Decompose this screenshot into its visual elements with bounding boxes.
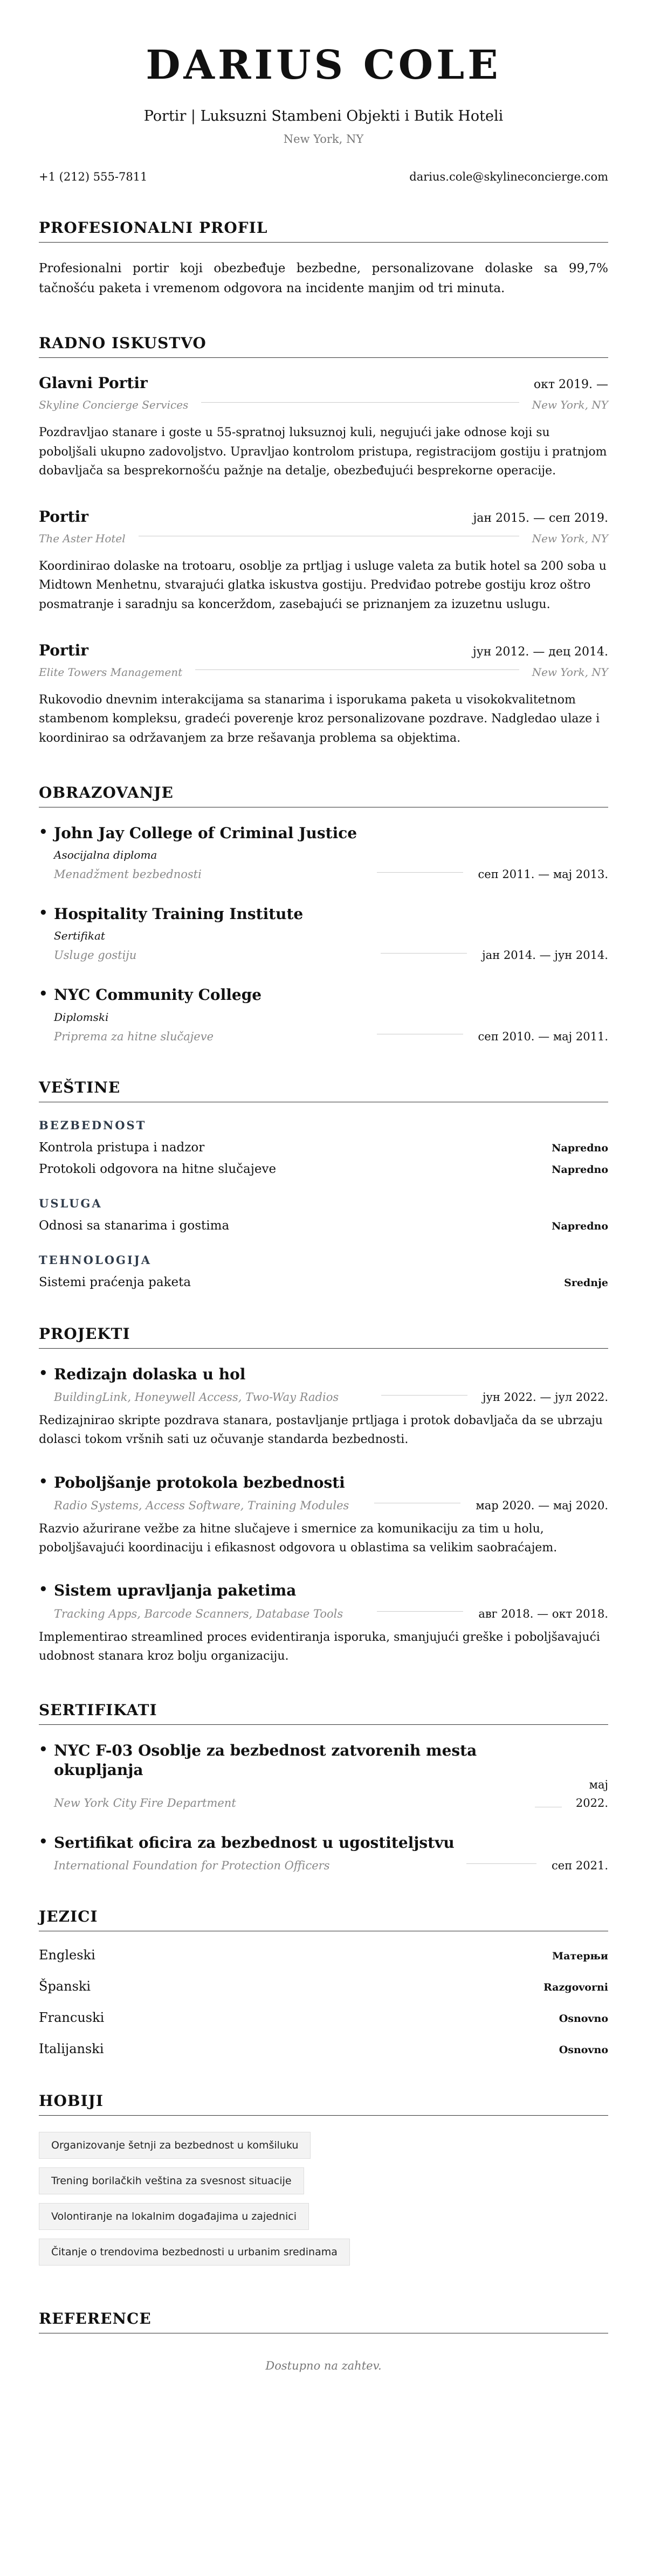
section-title: OBRAZOVANJE xyxy=(39,784,608,807)
project-tools: Tracking Apps, Barcode Scanners, Database Tools xyxy=(54,1607,343,1620)
certificate-issuer: International Foundation for Protection Officers xyxy=(54,1859,330,1873)
job-title: Portir xyxy=(39,507,89,526)
skill-row xyxy=(39,1275,608,1289)
skill-name: Protokoli odgovora na hitne slučajeve xyxy=(39,1162,277,1176)
job-location: New York, NY xyxy=(532,531,608,545)
job-location: New York, NY xyxy=(532,398,608,411)
education-entry xyxy=(39,904,608,962)
dotted-leader xyxy=(377,1611,463,1612)
bullet-icon: • xyxy=(39,986,48,1003)
skill-group xyxy=(39,1197,608,1233)
section-title: VEŠTINE xyxy=(39,1079,608,1102)
education-entry xyxy=(39,824,608,881)
hobby-tag: Čitanje o trendovima bezbednosti u urbanim sredinama xyxy=(39,2239,350,2266)
experience-section xyxy=(39,334,608,748)
certificate-name: NYC F-03 Osoblje za bezbednost zatvorenih mesta okupljanja xyxy=(54,1742,477,1779)
references-text: Dostupno na zahtev. xyxy=(265,2359,382,2373)
candidate-name: DARIUS COLE xyxy=(146,42,501,88)
project-description: Razvio ažurirane vežbe za hitne slučajeve i smernice za komunikaciju za tim u holu, poboljšavajući koordinaciju i efikasnost odgovora u oblastima sa velikim saobraćajem. xyxy=(39,1522,557,1555)
profile-section xyxy=(39,219,608,299)
language-name: Francuski xyxy=(39,2010,105,2026)
certificate-date: сеп 2021. xyxy=(552,1859,608,1873)
projects-section xyxy=(39,1325,608,1666)
project-tools: Radio Systems, Access Software, Training Modules xyxy=(54,1498,349,1512)
field-of-study: Priprema za hitne slučajeve xyxy=(54,1030,214,1043)
language-level: Osnovno xyxy=(559,2044,608,2056)
languages-section xyxy=(39,1908,608,2056)
bullet-icon: • xyxy=(39,1473,48,1490)
hobbies-section xyxy=(39,2092,608,2274)
skill-name: Odnosi sa stanarima i gostima xyxy=(39,1218,230,1233)
skill-row xyxy=(39,1141,608,1155)
language-name: Španski xyxy=(39,1979,91,1994)
certificates-section xyxy=(39,1701,608,1872)
skill-name: Kontrola pristupa i nadzor xyxy=(39,1140,205,1155)
job-title: Portir xyxy=(39,641,89,659)
school-name: John Jay College of Criminal Justice xyxy=(54,824,357,842)
section-title: HOBIJI xyxy=(39,2092,608,2116)
bullet-icon: • xyxy=(39,1833,48,1850)
certificate-entry xyxy=(39,1833,608,1872)
language-level: Razgovorni xyxy=(543,1981,608,1994)
job-entry xyxy=(39,641,608,748)
certificate-date xyxy=(575,1778,608,1810)
section-title: JEZICI xyxy=(39,1908,608,1931)
job-dates: окт 2019. — xyxy=(533,377,608,391)
job-company: Skyline Concierge Services xyxy=(39,398,189,411)
email: darius.cole@skylineconcierge.com xyxy=(409,170,608,184)
job-company: The Aster Hotel xyxy=(39,531,126,545)
job-entry xyxy=(39,508,608,614)
skill-level: Napredno xyxy=(552,1220,608,1232)
language-row xyxy=(39,2041,608,2056)
section-title: RADNO ISKUSTVO xyxy=(39,334,608,358)
bullet-icon: • xyxy=(39,1365,48,1382)
section-title: PROJEKTI xyxy=(39,1325,608,1349)
field-of-study: Usluge gostiju xyxy=(54,949,137,962)
job-dates: јан 2015. — сеп 2019. xyxy=(473,511,608,525)
language-level: Матерњи xyxy=(552,1950,608,1963)
contact-row xyxy=(39,170,608,183)
project-dates: јун 2022. — јул 2022. xyxy=(482,1391,608,1404)
skill-level: Srednje xyxy=(564,1276,608,1289)
section-title: SERTIFIKATI xyxy=(39,1701,608,1725)
skill-group xyxy=(39,1118,608,1176)
job-location: New York, NY xyxy=(532,665,608,679)
project-tools: BuildingLink, Honeywell Access, Two-Way Radios xyxy=(54,1391,339,1404)
job-entry xyxy=(39,374,608,481)
certificate-name: Sertifikat oficira za bezbednost u ugostiteljstvu xyxy=(54,1833,455,1852)
job-company: Elite Towers Management xyxy=(39,665,183,679)
hobby-tag: Trening borilačkih veština za svesnost situacije xyxy=(39,2167,304,2194)
education-section xyxy=(39,784,608,1043)
skill-category: BEZBEDNOST xyxy=(39,1118,147,1132)
references-section xyxy=(39,2310,608,2372)
job-description: Koordinirao dolaske na trotoaru, osoblje za prtljag i usluge valeta za butik hotel sa 200 soba u Midtown Menhetnu, stvarajući glatka iskustva gostiju. Predviđao potrebe gostiju kroz oštro posmatranje i saradnju sa koncerždom, zasebajući se priznanjem za izuzetnu uslugu. xyxy=(39,559,607,612)
dotted-leader xyxy=(377,872,463,873)
headline: Portir | Luksuzni Stambeni Objekti i Butik Hoteli xyxy=(143,108,504,125)
profile-text: Profesionalni portir koji obezbeđuje bezbedne, personalizovane dolaske sa 99,7% tačnošću paketa i vremenom odgovora na incidente manjim od tri minuta. xyxy=(39,261,608,296)
job-title: Glavni Portir xyxy=(39,374,148,392)
dotted-leader xyxy=(381,953,467,954)
hobby-tag: Volontiranje na lokalnim događajima u zajednici xyxy=(39,2203,309,2230)
job-dates: јун 2012. — дец 2014. xyxy=(472,645,608,659)
certificate-entry xyxy=(39,1741,608,1810)
phone: +1 (212) 555-7811 xyxy=(39,170,148,184)
project-entry xyxy=(39,1581,608,1620)
degree: Sertifikat xyxy=(54,929,105,943)
project-description: Redizajnirao skripte pozdrava stanara, postavljanje prtljaga i protok dobavljača da se ubrzaju dolasci tokom vršnih sati uz očuvanje standarda bezbednosti. xyxy=(39,1414,603,1447)
hobby-list xyxy=(39,2132,608,2274)
skill-level: Napredno xyxy=(552,1142,608,1154)
degree: Asocijalna diploma xyxy=(54,848,157,861)
school-name: NYC Community College xyxy=(54,986,262,1004)
skill-row xyxy=(39,1219,608,1233)
job-description: Pozdravljao stanare i goste u 55-spratnoj luksuznoj kuli, negujući jake odnose koji su poboljšali ukupno zadovoljstvo. Upravljao kontrolom pristupa, registracijom gostiju i pratnjom dobavljača sa besprekornošću pažnje na detalje, obezbeđujući besprekorne operacije. xyxy=(39,425,607,478)
skill-group xyxy=(39,1253,608,1289)
skill-level: Napredno xyxy=(552,1163,608,1176)
education-dates: јан 2014. — јун 2014. xyxy=(482,949,608,962)
language-level: Osnovno xyxy=(559,2013,608,2025)
certificate-issuer: New York City Fire Department xyxy=(54,1796,236,1810)
certificate-date-year: 2022. xyxy=(575,1796,608,1810)
language-name: Engleski xyxy=(39,1947,95,1963)
dotted-leader xyxy=(201,402,519,403)
certificate-date-month: мај xyxy=(589,1778,608,1791)
skill-name: Sistemi praćenja paketa xyxy=(39,1275,191,1289)
language-row xyxy=(39,1947,608,1963)
project-name: Poboljšanje protokola bezbednosti xyxy=(54,1473,345,1491)
project-entry xyxy=(39,1473,608,1512)
location: New York, NY xyxy=(283,133,364,146)
dotted-leader xyxy=(466,1863,536,1864)
skill-row xyxy=(39,1162,608,1176)
degree: Diplomski xyxy=(54,1010,109,1024)
field-of-study: Menadžment bezbednosti xyxy=(54,868,202,881)
skill-category: USLUGA xyxy=(39,1196,102,1210)
language-row xyxy=(39,2010,608,2025)
project-entry xyxy=(39,1365,608,1404)
school-name: Hospitality Training Institute xyxy=(54,905,304,923)
skills-section xyxy=(39,1079,608,1289)
language-name: Italijanski xyxy=(39,2041,104,2057)
education-dates: сеп 2010. — мај 2011. xyxy=(478,1030,608,1043)
hobby-tag: Organizovanje šetnji za bezbednost u komšiluku xyxy=(39,2132,311,2159)
bullet-icon: • xyxy=(39,824,48,840)
project-name: Redizajn dolaska u hol xyxy=(54,1365,246,1383)
project-name: Sistem upravljanja paketima xyxy=(54,1581,297,1600)
section-title: REFERENCE xyxy=(39,2310,608,2333)
section-title: PROFESIONALNI PROFIL xyxy=(39,219,608,243)
dotted-leader xyxy=(381,1395,467,1396)
project-dates: авг 2018. — окт 2018. xyxy=(478,1607,608,1620)
education-dates: сеп 2011. — мај 2013. xyxy=(478,868,608,881)
job-description: Rukovodio dnevnim interakcijama sa stanarima i isporukama paketa u visokokvalitetnom stambenom kompleksu, gradeći poverenje kroz personalizovane pozdrave. Nadgledao ulaze i koordinirao sa održavanjem za brze rešavanja problema sa objektima. xyxy=(39,693,600,745)
project-description: Implementirao streamlined proces evidentiranja isporuka, smanjujući greške i poboljšavajući udobnost stanara kroz bolju organizaciju. xyxy=(39,1630,600,1663)
resume-page xyxy=(39,0,608,2372)
language-row xyxy=(39,1979,608,1994)
skill-category: TEHNOLOGIJA xyxy=(39,1253,152,1267)
dotted-leader xyxy=(195,669,519,670)
education-entry xyxy=(39,985,608,1042)
bullet-icon: • xyxy=(39,905,48,921)
bullet-icon: • xyxy=(39,1581,48,1598)
bullet-icon: • xyxy=(39,1742,48,1758)
project-dates: мар 2020. — мај 2020. xyxy=(476,1498,608,1512)
